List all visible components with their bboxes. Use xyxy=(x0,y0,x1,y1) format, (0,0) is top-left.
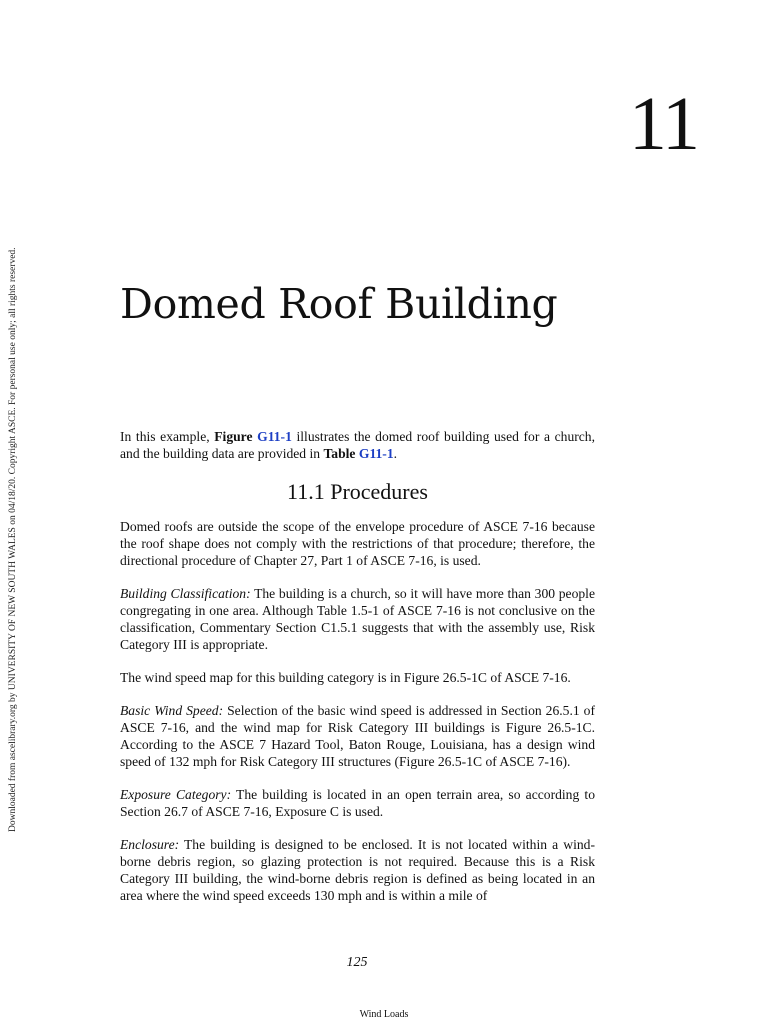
wind-speed-paragraph xyxy=(120,702,595,770)
classification-text: The building is a church, so it will have more than 300 people congregating in one area. Although Table 1.5-1 of ASCE 7-16 is not conclusive on the classification, Commentary Section C1.5.1 suggests that with the assembly use, Risk Category III is appropriate. xyxy=(120,586,595,652)
figure-link[interactable]: G11-1 xyxy=(257,429,292,444)
enclosure-label: Enclosure: xyxy=(120,837,180,852)
wind-map-paragraph: The wind speed map for this building category is in Figure 26.5-1C of ASCE 7-16. xyxy=(120,670,571,685)
download-watermark: Downloaded from ascelibrary.org by UNIVERSITY OF NEW SOUTH WALES on 04/18/20. Copyright ASCE. For personal use only; all rights reserved. xyxy=(8,247,18,832)
table-label: Table xyxy=(323,446,356,461)
chapter-body xyxy=(120,428,595,920)
wind-speed-text: Selection of the basic wind speed is addressed in Section 26.5.1 of ASCE 7-16, and the wind map for Risk Category III buildings is Figure 26.5-1C. According to the ASCE 7 Hazard Tool, Baton Rouge, Louisiana, has a design wind speed of 132 mph for Risk Category III structures (Figure 26.5-1C of ASCE 7-16). xyxy=(120,703,595,769)
running-footer: Wind Loads xyxy=(359,1009,409,1020)
table-link[interactable]: G11-1 xyxy=(358,446,394,461)
chapter-title: Domed Roof Building xyxy=(120,280,558,328)
intro-text-1: In this example, xyxy=(120,429,215,444)
chapter-number: 11 xyxy=(628,82,698,166)
exposure-paragraph xyxy=(120,786,595,820)
intro-text-2: illustrates the domed roof building used for a church, and the building data are provided in xyxy=(120,429,595,461)
wind-speed-label: Basic Wind Speed: xyxy=(120,703,224,718)
scope-paragraph: Domed roofs are outside the scope of the envelope procedure of ASCE 7-16 because the roof shape does not comply with the restrictions of that procedure; therefore, the directional procedure of Chapter 27, Part 1 of ASCE 7-16, is used. xyxy=(120,519,595,568)
exposure-text: The building is located in an open terrain area, so according to Section 26.7 of ASCE 7-16, Exposure C is used. xyxy=(120,787,595,819)
page-number: 125 xyxy=(346,955,368,970)
section-heading: 11.1 Procedures xyxy=(287,479,428,504)
classification-paragraph xyxy=(120,585,595,653)
exposure-label: Exposure Category: xyxy=(120,787,232,802)
classification-label: Building Classification: xyxy=(120,586,251,601)
intro-text-3: . xyxy=(393,446,398,461)
intro-paragraph xyxy=(120,428,595,462)
enclosure-paragraph xyxy=(120,836,595,904)
enclosure-text: The building is designed to be enclosed. It is not located within a wind-borne debris region, so glazing protection is not required. Because this is a Risk Category III building, the wind-borne debris region is defined as being located in an area where the wind speed exceeds 130 mph and is within a mile of xyxy=(120,837,595,903)
figure-label: Figure xyxy=(214,429,253,444)
